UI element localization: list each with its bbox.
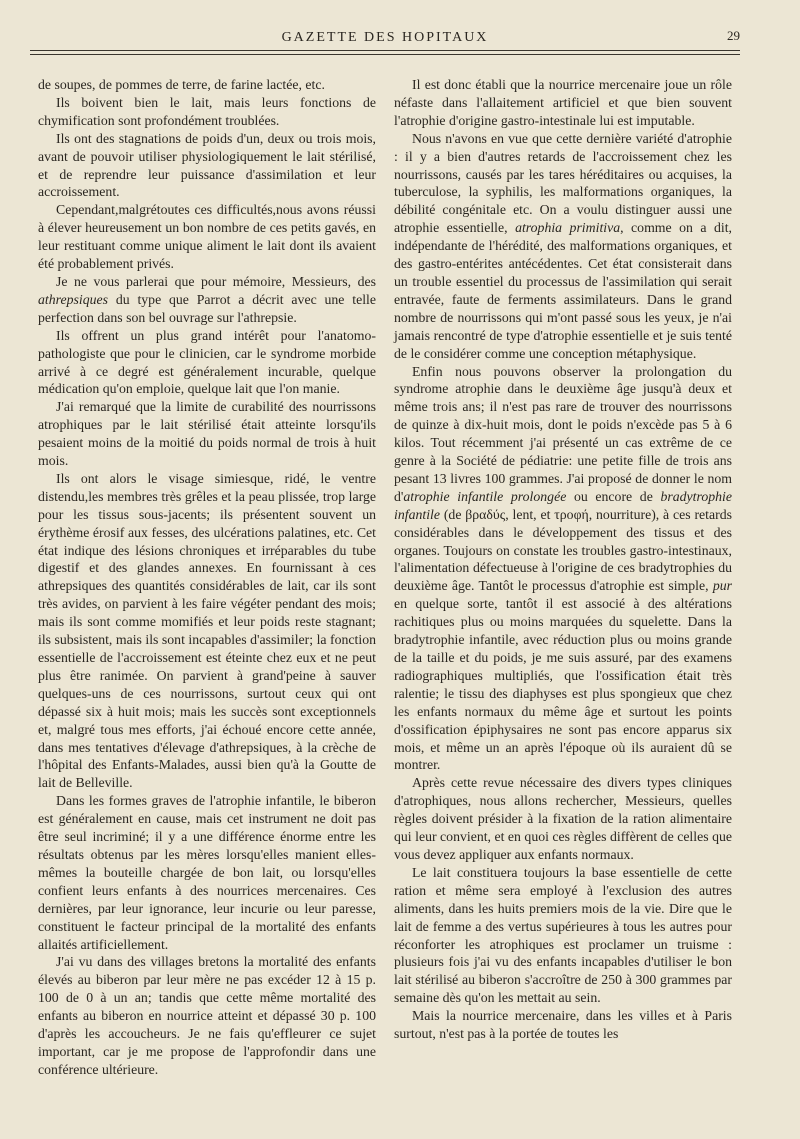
page-header [30, 28, 740, 52]
paragraph [38, 470, 376, 792]
paragraph-text: Ils ont des stagnations de poids d'un, deux ou trois mois, avant de pouvoir utiliser physiologiquement le lait stérilisé, et de reprendre leur puissance d'assimilation et leur accroissement. [38, 130, 376, 200]
header-rule-thin [30, 54, 740, 55]
paragraph-text: Nous n'avons en vue que cette dernière variété d'atrophie : il y a bien d'autres retards de l'accroissement chez les nourrissons, causés par les tares héréditaires ou acquises, la tuberculose, la syphilis, les malformations organiques, la débilité congénitale etc. On a voulu distinguer aussi une atrophie essentielle, [394, 130, 732, 236]
paragraph [38, 273, 376, 327]
paragraph-text: Cependant,malgrétoutes ces difficultés,nous avons réussi à élever heureusement un bon nombre de ces petits gavés, en leur restituant comme unique aliment le lait dont ils avaient été probablement privés. [38, 202, 376, 272]
paragraph-text: Enfin nous pouvons observer la prolongation du syndrome atrophie dans le deuxième âge jusqu'à deux et même trois ans; il n'est pas rare de trouver des nourrissons de quinze à dix-huit mois, dont le poids n'excède pas 5 à 6 kilos. Tout récemment j'ai présenté un cas extrême de ce genre à la Société de pédiatrie: une petite fille de trois ans pesant 13 livres 100 grammes. J'ai proposé de donner le nom d' [394, 363, 732, 504]
paragraph-text: en quelque sorte, tantôt il est associé à des altérations rachitiques plus ou moins marquées du squelette. Dans la bradytrophie infantile, avec réduction plus ou moins grande de la taille et du poids, je me suis assuré, par des examens radiographiques multipliés, que l'ossification était très ralentie; le tissu des diaphyses est plus spongieux que chez les enfants normaux du même âge et surtout les points d'ossification épiphysaires ne sont pas encore apparus six mois, et même un an après l'époque où ils auraient dû se montrer. [394, 596, 732, 773]
paragraph [394, 363, 732, 775]
paragraph-text: J'ai remarqué que la limite de curabilité des nourrissons atrophiques par le lait stérilisé était atteinte lorsqu'ils pesaient moins de la moitié du poids normal de trois à huit mois. [38, 399, 376, 469]
paragraph [394, 864, 732, 1007]
paragraph-text: Je ne vous parlerai que pour mémoire, Messieurs, des [56, 273, 376, 289]
paragraph [38, 130, 376, 202]
paragraph-text: ou encore de [566, 488, 661, 504]
paragraph-text: , comme on a dit, indépendante de l'hérédité, des malformations organiques, et des gastro-entérites antécédentes. Cet état consisterait dans un trouble essentiel du processus de l'assimilation qui serait entravée, faute de ferments assimilateurs. Dans le grand nombre de nourrissons qui m'ont passé sous les yeux, je n'ai jamais rencontré de type d'atrophie essentielle et je suis tenté de le considérer comme une conception métaphysique. [394, 220, 732, 361]
paragraph [38, 398, 376, 470]
emphasis-text: pur [712, 578, 732, 594]
paragraph [394, 774, 732, 864]
paragraph [394, 1007, 732, 1043]
paragraph-text: (de βραδύς, lent, et τροφή, nourriture), à ces retards considérables dans le développement des tissus et des organes. Toujours on constate les troubles gastro-intestinaux, l'alimentation défectueuse à l'origine de ces bradytrophies du deuxième âge. Tantôt le processus d'atrophie est simple, [394, 506, 732, 594]
paragraph-text: Dans les formes graves de l'atrophie infantile, le biberon est généralement en cause, mais cet instrument ne doit pas être seul incriminé; il y a une différence énorme entre les résultats obtenus par les mères lorsqu'elles manient elles-mêmes la bouteille chargée de bon lait, ou lorsqu'elles confient leurs enfants à des nourrices mercenaires. Ces dernières, par leur ignorance, leur incurie ou leur paresse, constituent le facteur principal de la mortalité des enfants allaités artificiellement. [38, 793, 376, 952]
paragraph-text: du type que Parrot a décrit avec une telle perfection dans son bel ouvrage sur l'athrepsie. [38, 291, 376, 325]
emphasis-text: bradytrophie infantile [394, 488, 732, 522]
page-number: 29 [727, 28, 740, 43]
paragraph [394, 76, 732, 130]
paragraph [38, 953, 376, 1078]
paragraph-text: Ils offrent un plus grand intérêt pour l'anatomo-pathologiste que pour le clinicien, car le syndrome morbide arrivé à ce degré est généralement incurable, quelque médication qu'on emploie, quelque lait que l'on manie. [38, 327, 376, 397]
right-column [394, 76, 732, 1043]
header-rule [30, 50, 740, 51]
paragraph-text: Ils boivent bien le lait, mais leurs fonctions de chymification sont profondément troublées. [38, 94, 376, 128]
paragraph-text: Le lait constituera toujours la base essentielle de cette ration et même sera employé à l'exclusion des autres aliments, dans les huits premiers mois de la vie. Dire que le lait de femme a des vertus supérieures à tous les autres pour réconforter les atrophiques est proclamer un truisme : plusieurs fois j'ai vu des enfants incapables d'utiliser le bon lait stérilisé au biberon s'accroître de 250 à 300 grammes par semaine dès qu'on les mettait au sein. [394, 864, 732, 1006]
emphasis-text: athrepsiques [38, 291, 109, 307]
paragraph-text: J'ai vu dans des villages bretons la mortalité des enfants élevés au biberon par leur mère ne pas excéder 12 à 15 p. 100 de 0 à un an; tandis que cette même mortalité des enfants au biberon en nourrice atteint et dépassé 30 p. 100 d'après les accoucheurs. Je ne fais qu'effleurer ce sujet important, car je me propose de l'approfondir dans une conférence ultérieure. [38, 954, 376, 1077]
paragraph [38, 76, 376, 94]
emphasis-text: atrophie infantile prolongée [403, 488, 567, 504]
paragraph-text: Mais la nourrice mercenaire, dans les villes et à Paris surtout, n'est pas à la portée de toutes les [394, 1008, 732, 1042]
paragraph-text: Après cette revue nécessaire des divers types cliniques d'atrophiques, nous allons rechercher, Messieurs, quelles règles doivent présider à la fixation de la ration alimentaire qui leur convient, et en quoi ces règles diffèrent de celles que vous devez appliquer aux enfants normaux. [394, 775, 732, 862]
paragraph [38, 792, 376, 953]
paragraph [38, 327, 376, 399]
page-title: GAZETTE DES HOPITAUX [281, 30, 489, 45]
emphasis-text: atrophia primitiva [515, 220, 621, 236]
paragraph-text: de soupes, de pommes de terre, de farine lactée, etc. [38, 77, 325, 92]
paragraph [38, 94, 376, 130]
left-column [38, 76, 376, 1079]
paragraph [38, 201, 376, 273]
paragraph-text: Il est donc établi que la nourrice mercenaire joue un rôle néfaste dans l'allaitement artificiel et que bien souvent l'atrophie d'origine gastro-intestinale lui est imputable. [394, 77, 732, 128]
paragraph-text: Ils ont alors le visage simiesque, ridé, le ventre distendu,les membres très grêles et la peau plissée, trop large pour les tissus sous-jacents; ils présentent souvent un érythème érosif aux fesses, des ulcérations palatines, etc. Cet état indique des lésions chroniques et irréparables du tube digestif et des glandes annexes. En fournissant à ces athrepsiques des quantités considérables de lait, car ils sont très avides, on parvient à les faire végéter pendant des mois; mais ils sont comme momifiés et leur poids reste stagnant; ils subsistent, mais ils sont incapables d'assimiler; la fonction essentielle de l'accroissement est éteinte chez eux et ne peut plus être ranimée. On parvient à grand'peine à sauver quelques-uns de ces nourrissons, surtout ceux qui ont dépassé six à huit mois; mais les succès sont exceptionnels et, malgré tous mes efforts, j'ai échoué encore cette année, dans mes tentatives d'élevage d'athrepsiques, à la crèche de l'hôpital des Enfants-Malades, aussi bien qu'à la Goutte de lait de Belleville. [38, 470, 376, 791]
paragraph [394, 130, 732, 363]
